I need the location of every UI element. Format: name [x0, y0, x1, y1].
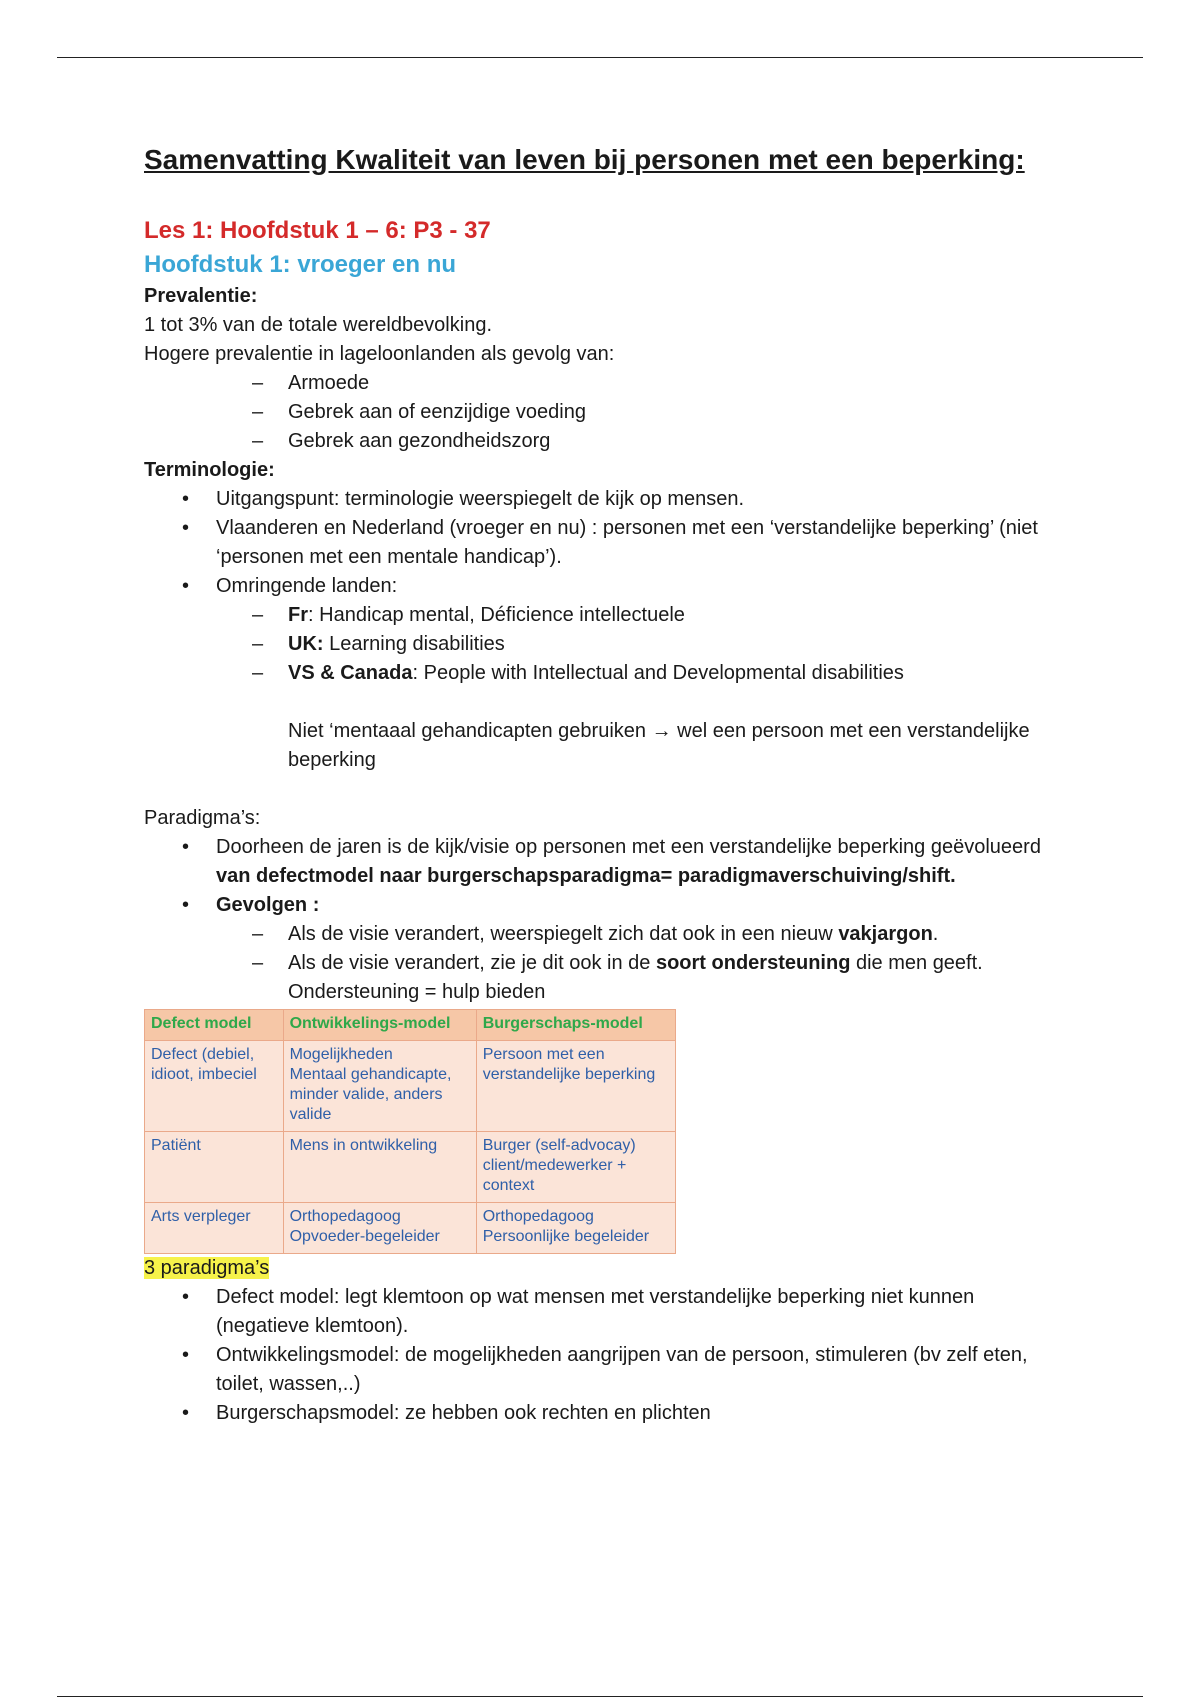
- text-span: Ondersteuning = hulp bieden: [288, 981, 546, 1003]
- drie-paradigmas-list: [144, 1283, 1064, 1428]
- cell-line: Mentaal gehandicapte, minder valide, anders valide: [289, 1066, 452, 1123]
- bold-span: soort ondersteuning: [655, 952, 851, 974]
- table-header-cell: Burgerschaps-model: [476, 1010, 675, 1041]
- list-item: [216, 630, 1064, 659]
- prevalentie-list: [144, 369, 1064, 456]
- table-cell: [283, 1203, 476, 1254]
- list-item: – Armoede: [144, 369, 1064, 398]
- table-row: [145, 1203, 676, 1254]
- list-item: [144, 891, 1064, 1007]
- table-cell: Defect (debiel, idioot, imbeciel: [145, 1041, 284, 1132]
- terminologie-heading: Terminologie:: [144, 459, 275, 481]
- bold-span: vakjargon: [838, 923, 933, 945]
- table-header-row: [145, 1010, 676, 1041]
- table-header-cell: Ontwikkelings-model: [283, 1010, 476, 1041]
- countries-list: [216, 601, 1064, 688]
- drie-paradigmas-heading: [144, 1254, 1064, 1283]
- table-cell: Burger (self-advocay) client/medewerker + context: [476, 1132, 675, 1203]
- list-item: [216, 659, 1064, 688]
- table-header-cell: Defect model: [145, 1010, 284, 1041]
- list-item: – Gebrek aan of eenzijdige voeding: [144, 398, 1064, 427]
- prevalentie-line: 1 tot 3% van de totale wereldbevolking.: [144, 314, 492, 336]
- spacer: [144, 688, 1064, 717]
- paradigm-table: [144, 1009, 676, 1254]
- list-item: • Vlaanderen en Nederland (vroeger en nu) : personen met een ‘verstandelijke beperking’ (niet ‘personen met een mentale handicap’).: [144, 514, 1064, 572]
- paradigmas-heading: Paradigma’s:: [144, 807, 261, 829]
- terminology-note: Niet ‘mentaaal gehandicapten gebruiken → wel een persoon met een verstandelijke beperking: [288, 720, 1030, 771]
- gevolgen-list: [216, 920, 1064, 1007]
- bottom-rule: [57, 1696, 1143, 1697]
- top-rule: [57, 57, 1143, 58]
- list-item: • Ontwikkelingsmodel: de mogelijkheden aangrijpen van de persoon, stimuleren (bv zelf eten, toilet, wassen,..): [144, 1341, 1064, 1399]
- country-label: Fr: [288, 604, 308, 626]
- prevalentie-line: Hogere prevalentie in lageloonlanden als gevolg van:: [144, 343, 615, 365]
- cell-line: Mogelijkheden: [289, 1046, 393, 1063]
- list-item: [144, 833, 1064, 891]
- list-item: – Gebrek aan gezondheidszorg: [144, 427, 1064, 456]
- cell-line: Opvoeder-begeleider: [289, 1228, 440, 1245]
- text-span: Als de visie verandert, zie je dit ook in de: [288, 952, 656, 974]
- text-span: Als de visie verandert, weerspiegelt zich dat ook in een nieuw: [288, 923, 839, 945]
- document-body: [144, 140, 1064, 1428]
- table-cell: Arts verpleger: [145, 1203, 284, 1254]
- list-item: [216, 949, 1064, 1007]
- chapter-heading: Hoofdstuk 1: vroeger en nu: [144, 251, 457, 278]
- list-item: • Uitgangspunt: terminologie weerspiegelt de kijk op mensen.: [144, 485, 1064, 514]
- lesson-heading: Les 1: Hoofdstuk 1 – 6: P3 - 37: [144, 217, 491, 244]
- bold-span: van defectmodel naar burgerschapsparadigma= paradigmaverschuiving/shift.: [216, 865, 956, 887]
- table-cell: Patiënt: [145, 1132, 284, 1203]
- list-item: • Defect model: legt klemtoon op wat mensen met verstandelijke beperking niet kunnen (negatieve klemtoon).: [144, 1283, 1064, 1341]
- paradigmas-list: [144, 833, 1064, 1007]
- separator: :: [412, 662, 424, 684]
- highlighted-text: 3 paradigma’s: [144, 1257, 270, 1279]
- document-title: Samenvatting Kwaliteit van leven bij personen met een beperking:: [144, 144, 1025, 175]
- country-term: Handicap mental, Déficience intellectuele: [319, 604, 685, 626]
- table-row: [145, 1132, 676, 1203]
- list-item-label: Omringende landen:: [216, 575, 398, 597]
- text-span: die men geeft.: [850, 952, 983, 974]
- table-row: [145, 1041, 676, 1132]
- list-item: [216, 601, 1064, 630]
- table-cell: Mens in ontwikkeling: [283, 1132, 476, 1203]
- country-label: UK:: [288, 633, 324, 655]
- table-cell: Persoon met een verstandelijke beperking: [476, 1041, 675, 1132]
- bold-span: Gevolgen :: [216, 894, 320, 916]
- prevalentie-heading: Prevalentie:: [144, 285, 258, 307]
- text-span: Doorheen de jaren is de kijk/visie op personen met een verstandelijke beperking geëvolueerd: [216, 836, 1041, 858]
- country-label: VS & Canada: [288, 662, 413, 684]
- cell-line: Orthopedagoog: [289, 1208, 401, 1225]
- terminologie-list: [144, 485, 1064, 688]
- list-item: [216, 920, 1064, 949]
- table-cell: [283, 1041, 476, 1132]
- separator: :: [308, 604, 320, 626]
- table-cell: Orthopedagoog Persoonlijke begeleider: [476, 1203, 675, 1254]
- list-item: [144, 572, 1064, 688]
- country-term: Learning disabilities: [329, 633, 505, 655]
- spacer: [144, 775, 1064, 804]
- list-item: • Burgerschapsmodel: ze hebben ook rechten en plichten: [144, 1399, 1064, 1428]
- country-term: People with Intellectual and Developmental disabilities: [423, 662, 904, 684]
- text-span: .: [932, 923, 939, 945]
